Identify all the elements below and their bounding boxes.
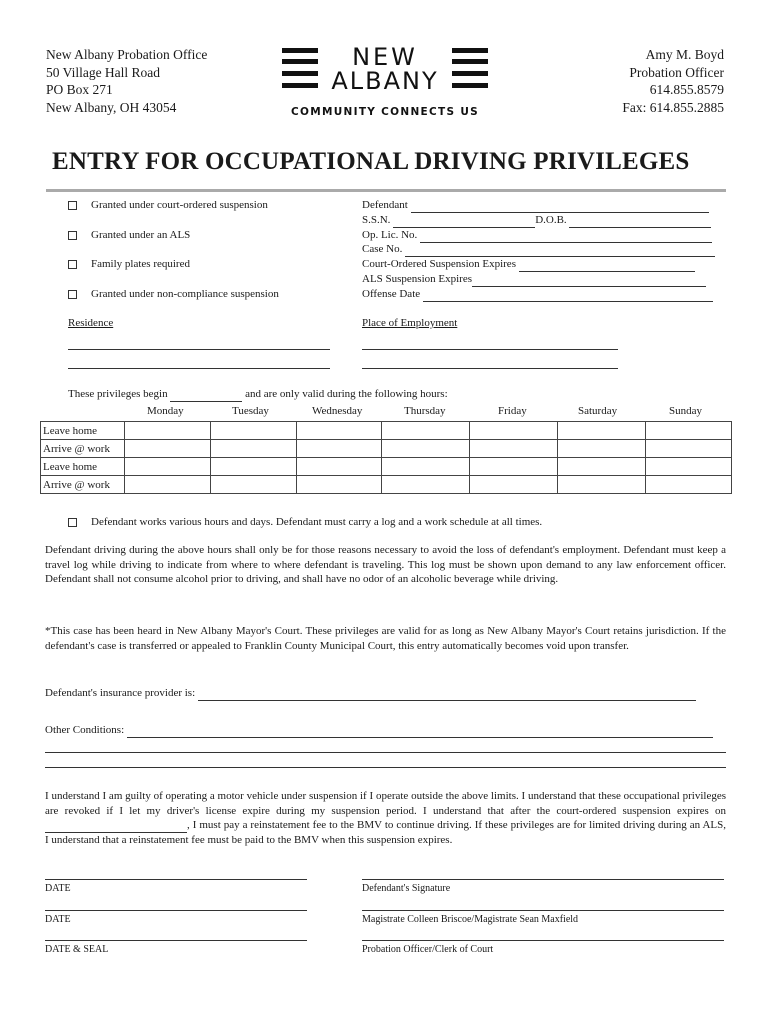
office-name: New Albany Probation Office (46, 47, 208, 62)
residence-line-2[interactable] (68, 368, 330, 369)
date-seal-label: DATE & SEAL (45, 944, 109, 955)
page-title: ENTRY FOR OCCUPATIONAL DRIVING PRIVILEGES (52, 148, 690, 175)
day-friday: Friday (498, 405, 527, 417)
date-seal-line[interactable] (45, 940, 307, 941)
logo-tagline: COMMUNITY CONNECTS US (290, 106, 480, 118)
row-label: Leave home (41, 422, 125, 440)
office-address (46, 46, 207, 116)
schedule-cell[interactable] (646, 422, 732, 440)
schedule-cell[interactable] (210, 458, 296, 476)
residence-label: Residence (68, 317, 114, 329)
day-sunday: Sunday (669, 405, 702, 417)
date-line-1[interactable] (45, 879, 307, 880)
schedule-cell[interactable] (646, 440, 732, 458)
driving-conditions-paragraph: Defendant driving during the above hours shall only be for those reasons necessary to avoid the loss of defendant's employment. Defendant must keep a travel log while driving to indicate from where to where defendant is traveling. This log must be shown upon demand to any law enforcement officer. Defendant shall not consume alcohol prior to driving, and shall have no odor of an alcoholic beverage while driving. (45, 544, 726, 586)
defendant-field[interactable]: Defendant (362, 198, 709, 213)
date-line-2[interactable] (45, 910, 307, 911)
title-rule (46, 189, 726, 192)
schedule-cell[interactable] (124, 422, 210, 440)
checkbox-family-plates[interactable]: Family plates required (68, 257, 190, 272)
schedule-cell[interactable] (124, 440, 210, 458)
row-label: Leave home (41, 458, 125, 476)
schedule-cell[interactable] (382, 476, 470, 494)
schedule-cell[interactable] (296, 458, 382, 476)
table-row (41, 422, 732, 440)
day-tuesday: Tuesday (232, 405, 269, 417)
date-label-1: DATE (45, 883, 71, 894)
other-conditions-line-3[interactable] (45, 767, 726, 768)
checkbox-als[interactable]: Granted under an ALS (68, 228, 190, 243)
ssn-dob-field[interactable]: S.S.N. D.O.B. (362, 213, 711, 228)
op-lic-field[interactable]: Op. Lic. No. (362, 228, 712, 243)
office-city: New Albany, OH 43054 (46, 99, 177, 115)
offense-date-field[interactable]: Offense Date (362, 287, 713, 302)
jurisdiction-paragraph: *This case has been heard in New Albany Mayor's Court. These privileges are valid for as long as New Albany Mayor's Court retains jurisdiction. If the defendant's case is transferred or appealed to Franklin County Municipal Court, this entry automatically becomes void upon transfer. (45, 625, 726, 652)
schedule-cell[interactable] (382, 422, 470, 440)
schedule-cell[interactable] (470, 458, 558, 476)
begin-date-line[interactable] (170, 390, 242, 402)
schedule-cell[interactable] (646, 476, 732, 494)
case-no-field[interactable]: Case No. (362, 242, 715, 257)
schedule-cell[interactable] (210, 422, 296, 440)
schedule-cell[interactable] (124, 458, 210, 476)
officer-contact (622, 46, 724, 116)
day-saturday: Saturday (578, 405, 618, 417)
defendant-signature-line[interactable] (362, 879, 724, 880)
day-wednesday: Wednesday (312, 405, 363, 417)
table-row (41, 458, 732, 476)
other-conditions-line-2[interactable] (45, 752, 726, 753)
schedule-cell[interactable] (558, 440, 646, 458)
magistrate-signature-label: Magistrate Colleen Briscoe/Magistrate Sean Maxfield (362, 914, 579, 925)
officer-name: Amy M. Boyd (645, 47, 724, 62)
probation-officer-signature-label: Probation Officer/Clerk of Court (362, 944, 494, 955)
checkbox-various-hours[interactable]: Defendant works various hours and days. Defendant must carry a log and a work schedule at all times. (68, 515, 542, 530)
schedule-cell[interactable] (470, 476, 558, 494)
insurance-field[interactable]: Defendant's insurance provider is: (45, 686, 696, 701)
officer-fax: Fax: 614.855.2885 (622, 99, 724, 115)
probation-officer-signature-line[interactable] (362, 940, 724, 941)
residence-line-1[interactable] (68, 349, 330, 350)
court-suspension-field[interactable]: Court-Ordered Suspension Expires (362, 257, 695, 272)
schedule-cell[interactable] (124, 476, 210, 494)
day-thursday: Thursday (404, 405, 446, 417)
acknowledgment-paragraph: I understand I am guilty of operating a motor vehicle under suspension if I operate outside the above limits. I understand that these occupational privileges are revoked if I let my driver's license expire during my suspension period. I understand that after the court-ordered suspension expires on , I must pay a reinstatement fee to the BMV to continue driving. If these privileges are for limited driving during an ALS, I understand that a reinstatement fee must be paid to the BMV when this suspension expires. (45, 790, 726, 847)
schedule-cell[interactable] (382, 440, 470, 458)
schedule-cell[interactable] (646, 458, 732, 476)
employment-line-2[interactable] (362, 368, 618, 369)
new-albany-logo (282, 43, 488, 122)
schedule-cell[interactable] (296, 440, 382, 458)
table-row (41, 440, 732, 458)
office-street: 50 Village Hall Road (46, 64, 161, 80)
officer-title: Probation Officer (629, 64, 724, 80)
schedule-cell[interactable] (558, 476, 646, 494)
employment-label: Place of Employment (362, 317, 458, 329)
checkbox-non-compliance[interactable]: Granted under non-compliance suspension (68, 287, 279, 302)
row-label: Arrive @ work (41, 440, 125, 458)
schedule-cell[interactable] (296, 422, 382, 440)
day-monday: Monday (147, 405, 184, 417)
table-row (41, 476, 732, 494)
privileges-begin: These privileges begin and are only valid during the following hours: (68, 388, 448, 400)
row-label: Arrive @ work (41, 476, 125, 494)
schedule-cell[interactable] (470, 422, 558, 440)
magistrate-signature-line[interactable] (362, 910, 724, 911)
schedule-cell[interactable] (470, 440, 558, 458)
logo-new: NEW (352, 43, 418, 71)
office-pobox: PO Box 271 (46, 82, 113, 97)
schedule-cell[interactable] (382, 458, 470, 476)
schedule-table (40, 421, 732, 494)
defendant-signature-label: Defendant's Signature (362, 883, 451, 894)
logo-albany: ALBANY (331, 67, 439, 95)
als-suspension-field[interactable]: ALS Suspension Expires (362, 272, 706, 287)
schedule-cell[interactable] (296, 476, 382, 494)
other-conditions-field[interactable]: Other Conditions: (45, 723, 713, 738)
officer-phone: 614.855.8579 (649, 82, 724, 97)
suspension-expiry-line[interactable] (45, 821, 187, 833)
employment-line-1[interactable] (362, 349, 618, 350)
date-label-2: DATE (45, 914, 71, 925)
checkbox-court-ordered[interactable]: Granted under court-ordered suspension (68, 198, 268, 213)
schedule-cell[interactable] (558, 422, 646, 440)
schedule-cell[interactable] (558, 458, 646, 476)
schedule-cell[interactable] (210, 476, 296, 494)
schedule-cell[interactable] (210, 440, 296, 458)
